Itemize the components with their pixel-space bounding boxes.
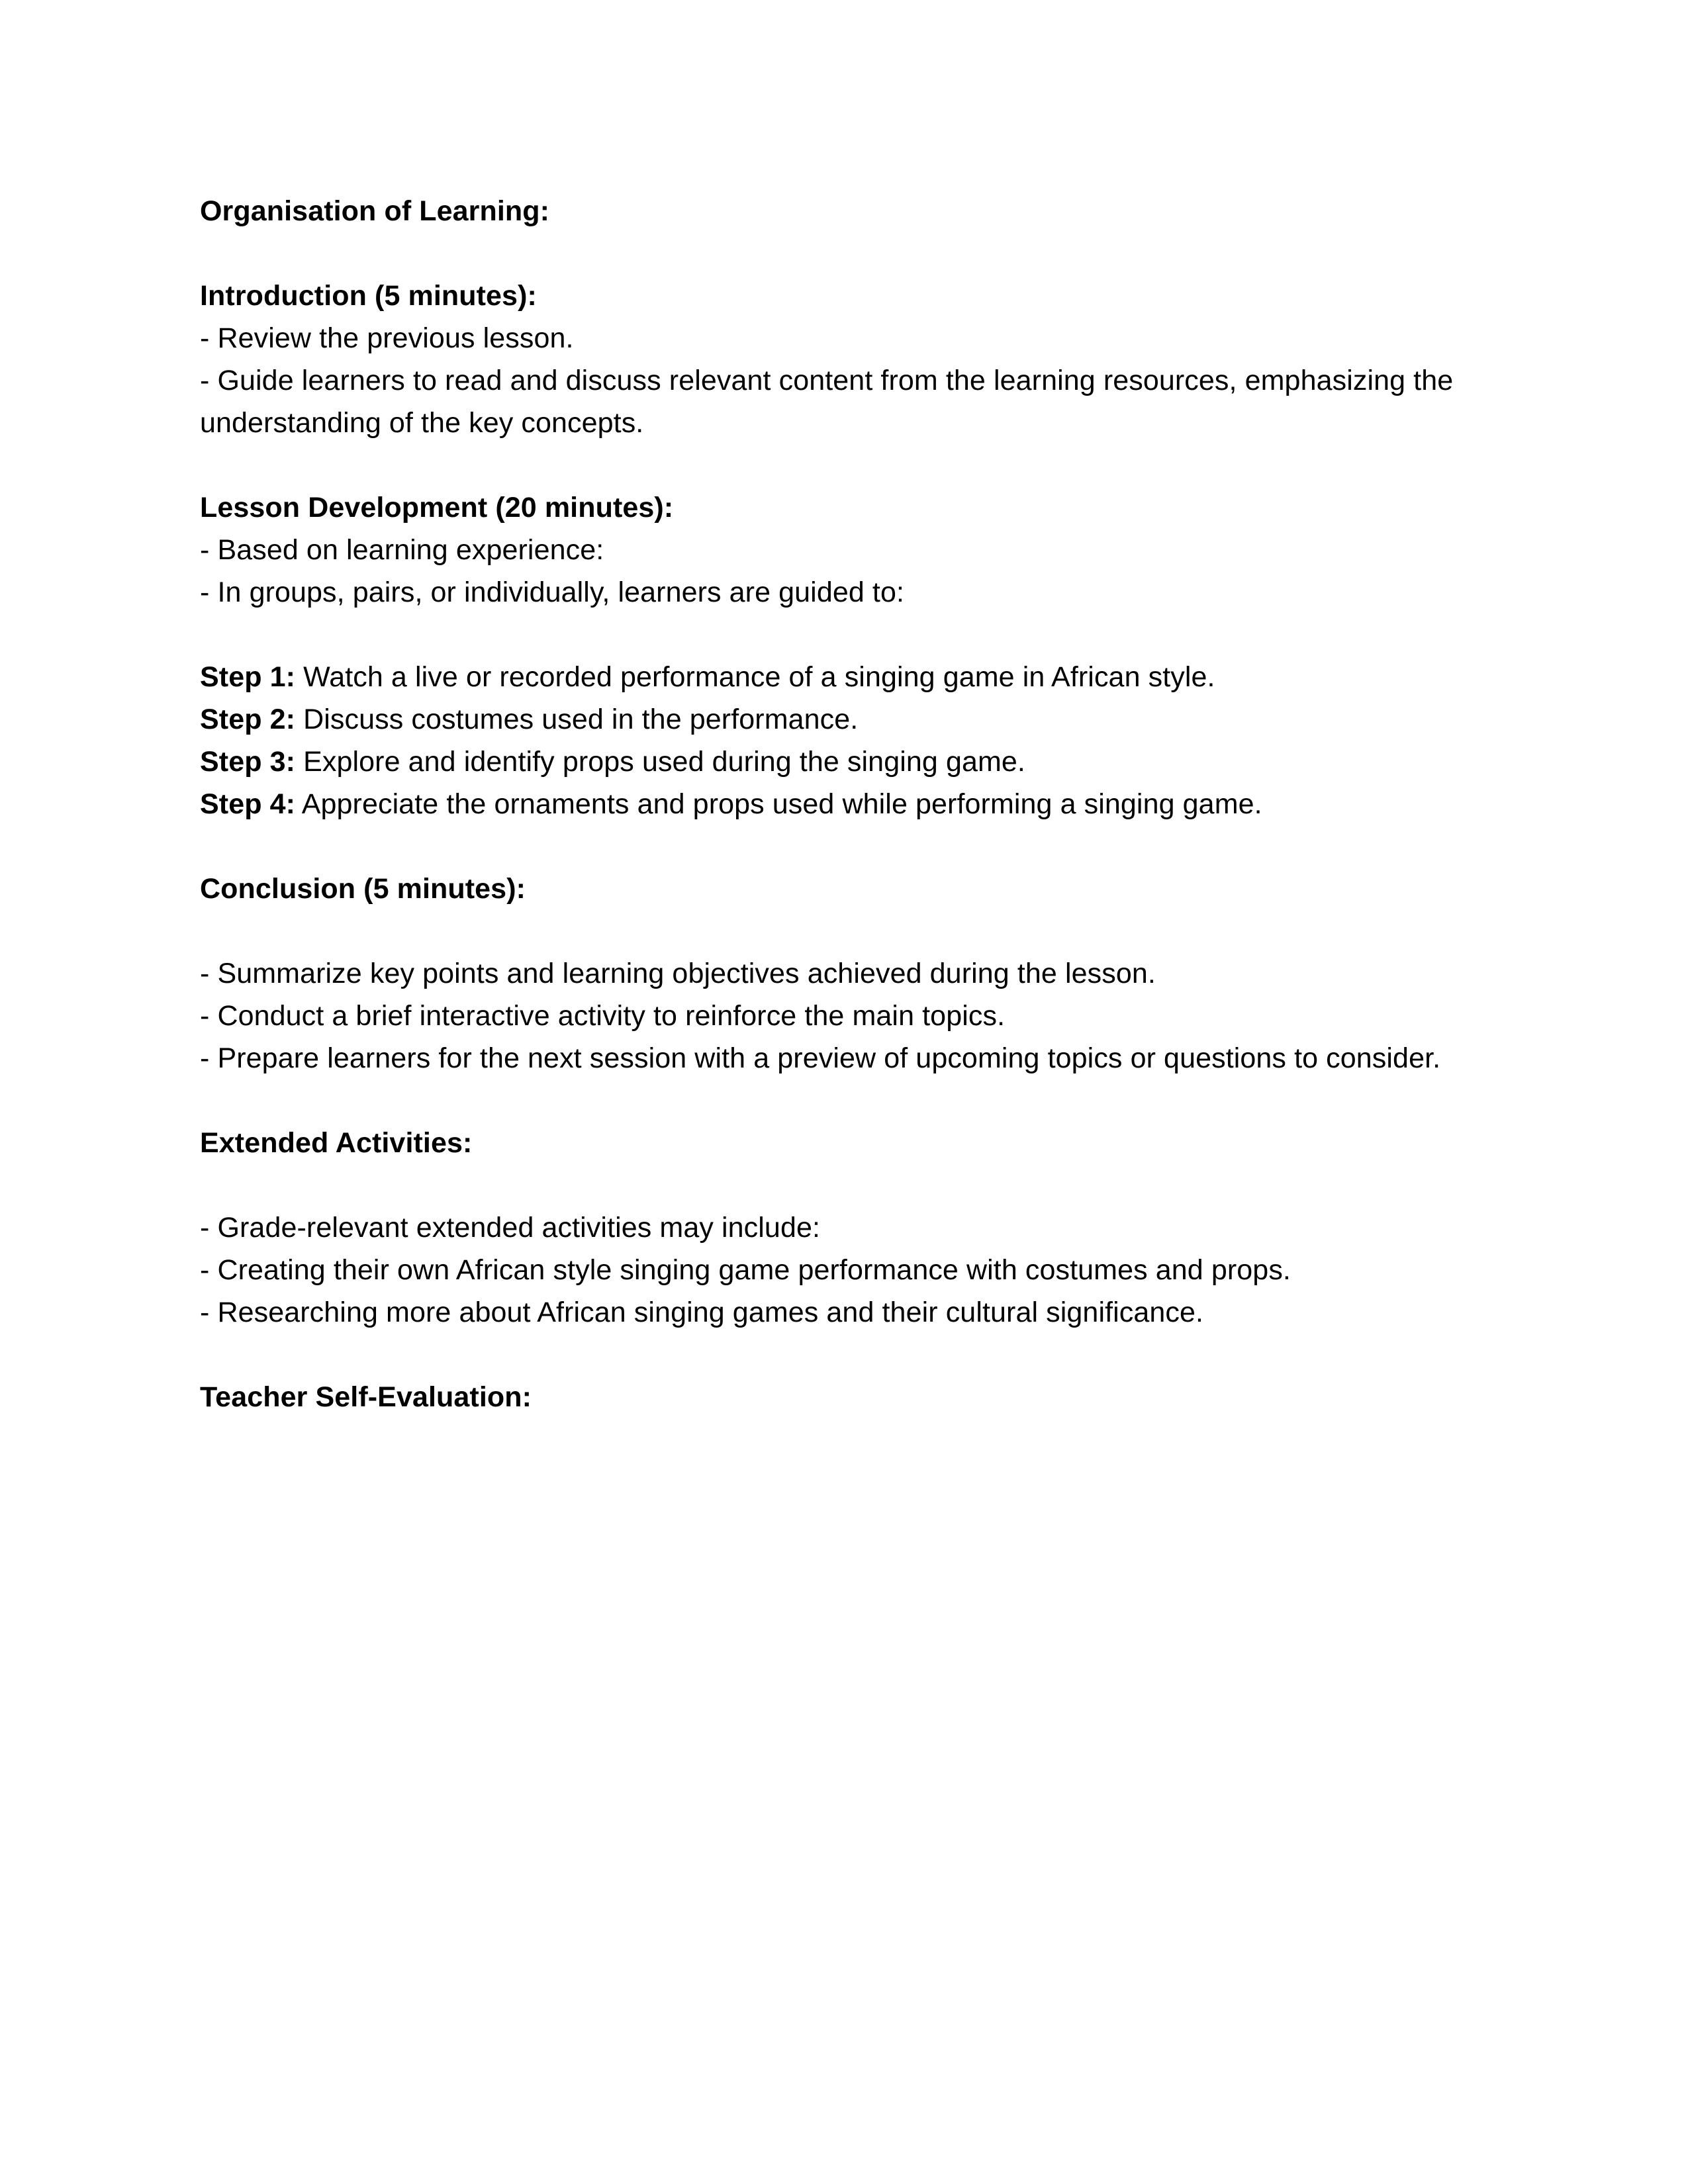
lesson-development-line-2: - In groups, pairs, or individually, learners are guided to: — [200, 576, 905, 608]
step-label-3: Step 3: — [200, 746, 296, 778]
conclusion-line-2: - Conduct a brief interactive activity to reinforce the main topics. — [200, 1000, 1006, 1032]
step-item-2 — [200, 698, 1461, 741]
spacer — [200, 444, 1461, 486]
introduction-line-1: - Review the previous lesson. — [200, 322, 574, 354]
step-item-1 — [200, 656, 1461, 698]
step-text-4: Appreciate the ornaments and props used while performing a singing game. — [295, 788, 1262, 820]
lesson-development-line-1: - Based on learning experience: — [200, 534, 604, 566]
spacer — [200, 614, 1461, 656]
step-text-2: Discuss costumes used in the performance. — [295, 704, 859, 735]
section-heading-conclusion: Conclusion (5 minutes): — [200, 873, 526, 905]
spacer — [200, 232, 1461, 275]
section-heading-teacher-self-evaluation: Teacher Self-Evaluation: — [200, 1381, 532, 1413]
document-body — [200, 190, 1461, 1418]
section-heading-introduction: Introduction (5 minutes): — [200, 280, 537, 312]
spacer — [200, 825, 1461, 868]
introduction-line-2: - Guide learners to read and discuss relevant content from the learning resources, emphasizing the understanding of the key concepts. — [200, 365, 1462, 439]
spacer — [200, 1164, 1461, 1206]
section-heading-lesson-development: Lesson Development (20 minutes): — [200, 492, 674, 523]
extended-activities-line-1: - Grade-relevant extended activities may include: — [200, 1212, 821, 1244]
spacer — [200, 1079, 1461, 1122]
step-text-1: Watch a live or recorded performance of a singing game in African style. — [295, 661, 1215, 693]
spacer — [200, 1334, 1461, 1376]
section-heading-extended-activities: Extended Activities: — [200, 1127, 473, 1159]
extended-activities-line-2: - Creating their own African style singing game performance with costumes and props. — [200, 1254, 1291, 1286]
conclusion-line-3: - Prepare learners for the next session with a preview of upcoming topics or questions to consider. — [200, 1042, 1441, 1074]
spacer — [200, 910, 1461, 952]
step-label-4: Step 4: — [200, 788, 296, 820]
step-item-4 — [200, 783, 1461, 825]
step-label-1: Step 1: — [200, 661, 296, 693]
step-label-2: Step 2: — [200, 704, 296, 735]
page-title: Organisation of Learning: — [200, 195, 550, 227]
extended-activities-line-3: - Researching more about African singing games and their cultural significance. — [200, 1297, 1204, 1328]
step-text-3: Explore and identify props used during the singing game. — [295, 746, 1025, 778]
step-item-3 — [200, 741, 1461, 783]
conclusion-line-1: - Summarize key points and learning objectives achieved during the lesson. — [200, 958, 1156, 989]
